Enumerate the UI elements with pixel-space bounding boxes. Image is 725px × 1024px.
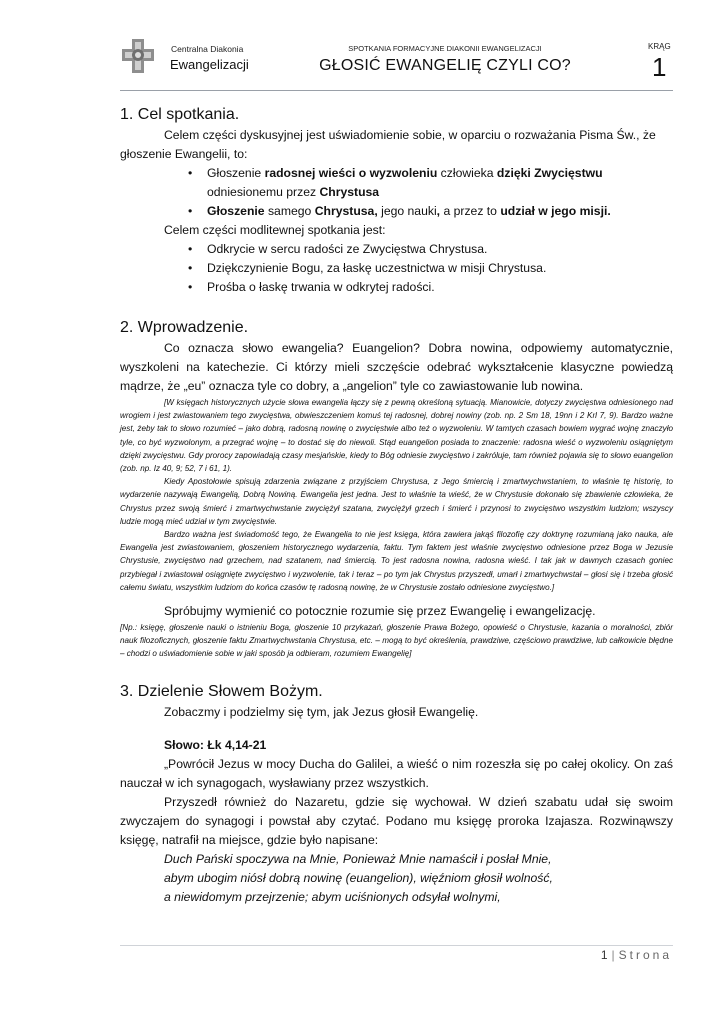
- try-line: Spróbujmy wymienić co potocznie rozumie się przez Ewangelię i ewangelizację.: [164, 604, 596, 619]
- quote-line: abym ubogim niósł dobrą nowinę (euangelion), więźniom głosił wolność,: [164, 870, 553, 885]
- krag-label: KRĄG: [648, 42, 671, 51]
- quote-line: a niewidomym przejrzenie; abym uciśnionych odsyłał wolnymi,: [164, 889, 501, 904]
- page-number: 1: [600, 948, 608, 962]
- document-body: [120, 104, 673, 907]
- bullet-icon: •: [188, 166, 193, 180]
- bullet-icon: •: [188, 261, 193, 275]
- goals-list: [120, 164, 673, 221]
- org-name: Ewangelizacji: [170, 57, 249, 72]
- header-divider: [120, 90, 673, 91]
- note-paragraph: Kiedy Apostołowie spisują zdarzenia związane z przyjściem Chrystusa, z Jego śmiercią i zmartwychwstaniem, to właśnie tę historię, to wydarzenie nazywają Ewangelią, Dobrą Nowiną. Ewangelia jest jedna. Jest to właśnie ta wieść, że w Chrystusie dokonało się zbawienie człowieka, że Chrystus przez swoją śmierć i zmartwychwstanie zwyciężył szatana, zwyciężył grzech i śmierć i przynosi to zwycięstwo wszystkim ludziom; wszyscy ludzie mogą mieć udział w tym zwycięstwie.: [120, 477, 673, 526]
- list-item: • Dziękczynienie Bogu, za łaskę uczestnictwa w misji Chrystusa.: [120, 259, 673, 278]
- list-item: • Prośba o łaskę trwania w odkrytej radości.: [120, 278, 673, 297]
- section-2-paragraph: Co oznacza słowo ewangelia? Euangelion? Dobra nowina, odpowiemy automatycznie, wyszkoleni na katechezie. Ci którzy mieli szczęście odebrać wykształcenie klasyczne powiedzą mądrze, że „eu” oznacza tyle co dobry, a „angelion” tyle co zawiastowanie lub nowina.: [120, 341, 673, 393]
- list-item: • Głoszenie samego Chrystusa, jego nauki, a przez to udział w jego misji.: [120, 202, 673, 221]
- page-footer: [601, 948, 672, 962]
- section-3-heading: 3. Dzielenie Słowem Bożym.: [120, 682, 323, 700]
- note-paragraph: [W księgach historycznych użycie słowa ewangelia łączy się z pewną określoną sytuacją. Mianowicie, dotyczy zwycięstwa odniesionego nad wrogiem i jest zwiastowaniem tego zwycięstwa, obwieszczeniem komuś tej radosnej, dobrej nowiny (zob. np. 2 Sm 18, 19nn i 2 Krl 7, 9). Bardzo ważne jest, żeby tak to słowo rozumieć – jako dobrą, radosną nowinę o zwycięstwie albo też o wyzwoleniu. W tamtych czasach bowiem wygrać wojnę znaczyło tyle, co być wyzwolonym, a przegrać wojnę – to dostać się do niewoli. Stąd euangelion posiada to znaczenie: radosna wieść o wyzwoleniu osiągniętym dzięki zwycięstwu. Gdy prorocy zapowiadają czasy mesjańskie, kiedy to Bóg odniesie zwycięstwo i zakróluje, tam również pojawia się to słowo euangelion (zob. np. Iz 40, 9; 52, 7 i 61, 1).: [120, 398, 673, 474]
- series-title: SPOTKANIA FORMACYJNE DIAKONII EWANGELIZACJI: [348, 44, 542, 53]
- bullet-icon: •: [188, 204, 193, 218]
- krag-number: 1: [652, 52, 667, 82]
- section-1-heading: 1. Cel spotkania.: [120, 106, 240, 123]
- footer-separator: |: [611, 948, 615, 962]
- page-title: GŁOSIĆ EWANGELIĘ CZYLI CO?: [319, 57, 571, 74]
- quote-line: Duch Pański spoczywa na Mnie, Ponieważ Mnie namaścił i posłał Mnie,: [164, 851, 552, 866]
- list-item: • Głoszenie radosnej wieści o wyzwoleniu człowieka dzięki Zwycięstwu odniesionemu przez Chrystusa: [188, 166, 603, 199]
- scripture-paragraph: „Powrócił Jezus w mocy Ducha do Galilei, a wieść o nim rozeszła się po całej okolicy. On zaś nauczał w ich synagogach, wysławiany przez wszystkich.: [120, 756, 673, 790]
- bullet-icon: •: [188, 280, 193, 294]
- prayer-intro: Celem części modlitewnej spotkania jest:: [164, 223, 386, 237]
- page-word: Strona: [618, 948, 672, 962]
- section-3-intro: Zobaczmy i podzielmy się tym, jak Jezus głosił Ewangelię.: [164, 704, 479, 719]
- prayer-list: [120, 240, 673, 297]
- note-paragraph: Bardzo ważna jest świadomość tego, że Ewangelia to nie jest księga, która zawiera jakąś filozofię czy doktrynę rozumianą jako nauka, ale Ewangelia jest zwiastowaniem, głoszeniem historycznego wydarzenia, faktu. Tym faktem jest właśnie zwycięstwo odniesione przez Boga w Jezusie Chrystusie, zwycięstwo nad grzechem, nad szatanem, nad śmiercią. To jest radosna nowina, radosna wieść. I tak jak w dawnych czasach goniec przybiegał i zwiastował osiągnięte zwycięstwo i wyzwolenie, tak i teraz – po tym jak Chrystus przyszedł, umarł i zmartwychwstał – głosi się i trzeba głosić całemu światu, wszystkim ludziom do końca czasów tę radosną nowinę, że w Chrystusie zostało odniesione zwycięstwo.]: [120, 530, 673, 592]
- scripture-reference: Słowo: Łk 4,14-21: [164, 737, 267, 752]
- footer-divider: [120, 945, 673, 946]
- section-1-intro: Celem części dyskusyjnej jest uświadomienie sobie, w oparciu o rozważania Pisma Św., że głoszenie Ewangelii, to:: [120, 128, 656, 161]
- org-name-small: Centralna Diakonia: [171, 44, 244, 54]
- section-2-heading: 2. Wprowadzenie.: [120, 319, 249, 336]
- note-paragraph: [Np.: księgę, głoszenie nauki o istnieniu Boga, głoszenie 10 przykazań, głoszenie Prawa Bożego, opowieść o Chrystusie, kazania o moralności, zbiór nauk filozoficznych, głoszenie faktu Zmartwychwstania Chrystusa, etc. – mogą to być określenia, prawdziwe, częściowo prawdziwe, lub całkowicie błędne – chodzi o uświadomienie sobie w jaki sposób ja odbieram, rozumiem Ewangelię]: [120, 623, 673, 659]
- list-item: • Odkrycie w sercu radości ze Zwycięstwa Chrystusa.: [120, 240, 673, 259]
- scripture-paragraph: Przyszedł również do Nazaretu, gdzie się wychował. W dzień szabatu udał się swoim zwyczajem do synagogi i powstał aby czytać. Podano mu księgę proroka Izajasza. Rozwinąwszy księgę, natrafił na miejsce, gdzie było napisane:: [120, 794, 673, 847]
- cross-logo-icon: [121, 38, 155, 74]
- bullet-icon: •: [188, 242, 193, 256]
